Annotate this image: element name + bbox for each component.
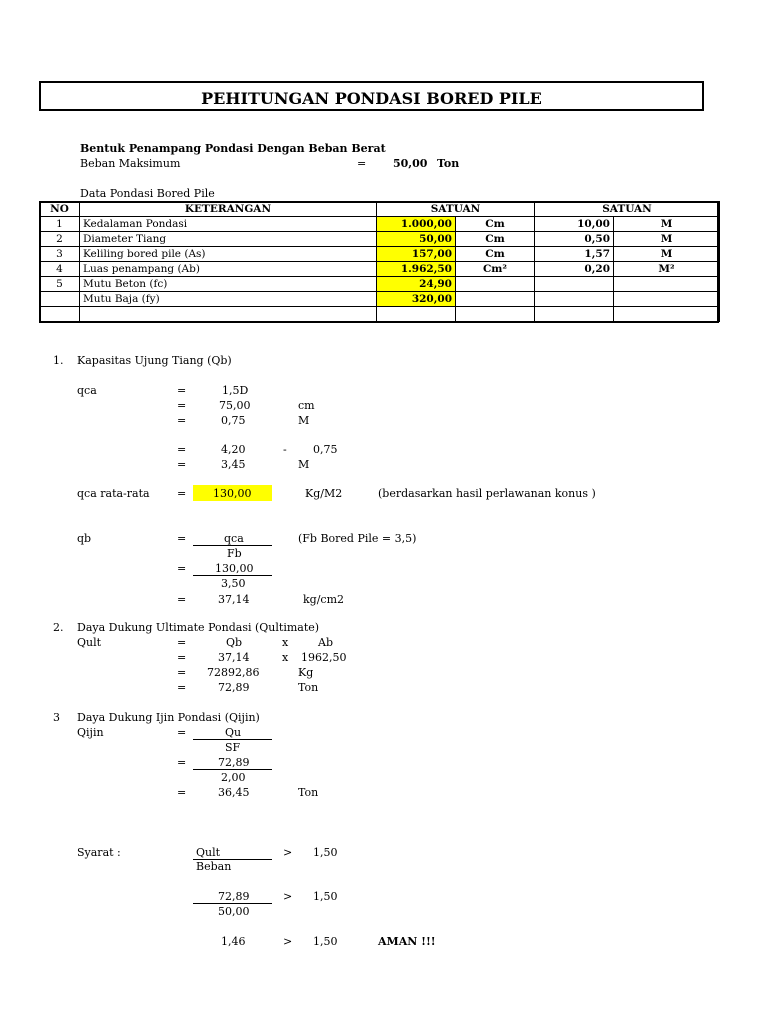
qijin-result: 36,45 — [218, 786, 250, 799]
syarat-label: Syarat : — [77, 846, 121, 859]
depth-result-unit: M — [298, 458, 310, 471]
fraction-denominator: SF — [225, 741, 241, 754]
cell-value-m: 10,00 — [535, 217, 614, 232]
qca-value-m: 0,75 — [221, 414, 246, 427]
cell-unit-cm: Cm — [456, 247, 535, 262]
qult-term-b: Ab — [318, 636, 333, 649]
section-3-number: 3 — [53, 711, 60, 724]
qult-result-kg: 72892,86 — [207, 666, 260, 679]
table-row — [40, 277, 720, 292]
qca-rata-value: 130,00 — [213, 487, 252, 500]
cell-keterangan: Mutu Baja (fy) — [80, 292, 377, 307]
fraction-numerator: 72,89 — [218, 756, 250, 769]
aman-status: AMAN !!! — [378, 935, 436, 948]
beban-eq: = — [357, 157, 367, 170]
cell-value-m — [535, 277, 614, 292]
qult-term-a: Qb — [226, 636, 243, 649]
table-row — [40, 262, 720, 277]
qca-label: qca — [77, 384, 97, 397]
safety-factor: 1,50 — [313, 935, 338, 948]
cell-unit-m: M² — [614, 262, 720, 277]
cell-unit-cm — [456, 307, 535, 322]
equals: = — [177, 726, 187, 739]
fraction-line — [193, 769, 272, 770]
cell-unit-cm: Cm² — [456, 262, 535, 277]
table-row — [40, 247, 720, 262]
cell-unit-cm — [456, 292, 535, 307]
equals: = — [177, 786, 187, 799]
cell-unit-cm: Cm — [456, 217, 535, 232]
cell-value-cm: 1.000,00 — [377, 217, 456, 232]
fraction-denominator: Beban — [196, 860, 232, 873]
fraction-numerator: Qu — [225, 726, 242, 739]
greater-than-sign: > — [283, 846, 293, 859]
qb-result: 37,14 — [218, 593, 250, 606]
header-keterangan: KETERANGAN — [80, 202, 377, 217]
cell-no: 5 — [40, 277, 80, 292]
equals: = — [177, 443, 187, 456]
equals: = — [177, 562, 187, 575]
equals: = — [177, 458, 187, 471]
qca-unit-m: M — [298, 414, 310, 427]
beban-unit: Ton — [437, 157, 460, 170]
depth-result: 3,45 — [221, 458, 246, 471]
cell-unit-m — [614, 277, 720, 292]
equals: = — [177, 532, 187, 545]
cell-unit-cm — [456, 277, 535, 292]
section-2-title: Daya Dukung Ultimate Pondasi (Qultimate) — [77, 621, 320, 634]
header-satuan-2: SATUAN — [535, 202, 720, 217]
data-table — [39, 201, 720, 322]
fraction-numerator: Qult — [196, 846, 221, 859]
equals: = — [177, 636, 187, 649]
qca-value-cm: 75,00 — [219, 399, 251, 412]
equals: = — [177, 399, 187, 412]
minus-sign: - — [283, 443, 287, 456]
table-row — [40, 307, 720, 322]
fraction-line — [193, 739, 272, 740]
beban-label: Beban Maksimum — [80, 157, 181, 170]
section-3-title: Daya Dukung Ijin Pondasi (Qijin) — [77, 711, 260, 724]
qca-unit-cm: cm — [298, 399, 315, 412]
qult-value-a: 37,14 — [218, 651, 250, 664]
table-row — [40, 217, 720, 232]
qult-unit-kg: Kg — [298, 666, 314, 679]
equals: = — [177, 384, 187, 397]
cell-value-m: 1,57 — [535, 247, 614, 262]
cell-value-cm: 50,00 — [377, 232, 456, 247]
cell-unit-m: M — [614, 217, 720, 232]
qb-result-unit: kg/cm2 — [303, 593, 345, 606]
cell-keterangan — [80, 307, 377, 322]
cell-keterangan: Kedalaman Pondasi — [80, 217, 377, 232]
cell-unit-m: M — [614, 232, 720, 247]
cell-no: 4 — [40, 262, 80, 277]
table-header-row — [40, 202, 720, 217]
cell-value-cm: 1.962,50 — [377, 262, 456, 277]
cell-no: 2 — [40, 232, 80, 247]
equals: = — [177, 756, 187, 769]
qijin-label: Qijin — [77, 726, 104, 739]
cell-keterangan: Keliling bored pile (As) — [80, 247, 377, 262]
page-title: PEHITUNGAN PONDASI BORED PILE — [201, 89, 542, 108]
fraction-line — [193, 545, 272, 546]
cell-unit-m: M — [614, 247, 720, 262]
fb-note: (Fb Bored Pile = 3,5) — [298, 532, 417, 545]
fraction-denominator: 3,50 — [221, 577, 246, 590]
section-1-title: Kapasitas Ujung Tiang (Qb) — [77, 354, 232, 367]
beban-value: 50,00 — [393, 157, 428, 170]
qca-rata-note: (berdasarkan hasil perlawanan konus ) — [378, 487, 596, 500]
equals: = — [177, 666, 187, 679]
equals: = — [177, 487, 187, 500]
qca-rata-label: qca rata-rata — [77, 487, 150, 500]
times-sign: x — [282, 636, 289, 649]
qult-value-b: 1962,50 — [301, 651, 347, 664]
cell-value-m: 0,50 — [535, 232, 614, 247]
cell-keterangan: Luas penampang (Ab) — [80, 262, 377, 277]
safety-factor: 1,50 — [313, 890, 338, 903]
table-row — [40, 232, 720, 247]
cell-value-m: 0,20 — [535, 262, 614, 277]
fraction-numerator: qca — [224, 532, 244, 545]
cell-unit-m — [614, 307, 720, 322]
fraction-denominator: 50,00 — [218, 905, 250, 918]
qult-label: Qult — [77, 636, 102, 649]
cell-value-cm: 157,00 — [377, 247, 456, 262]
qca-expr: 1,5D — [222, 384, 249, 397]
qult-unit-ton: Ton — [298, 681, 319, 694]
fraction-line — [193, 575, 272, 576]
safety-factor: 1,50 — [313, 846, 338, 859]
equals: = — [177, 593, 187, 606]
header-satuan-1: SATUAN — [377, 202, 535, 217]
qb-label: qb — [77, 532, 92, 545]
greater-than-sign: > — [283, 935, 293, 948]
qca-rata-unit: Kg/M2 — [305, 487, 343, 500]
qult-result-ton: 72,89 — [218, 681, 250, 694]
cell-unit-m — [614, 292, 720, 307]
header-no: NO — [40, 202, 80, 217]
equals: = — [177, 414, 187, 427]
cell-no — [40, 307, 80, 322]
section-2-number: 2. — [53, 621, 64, 634]
fraction-denominator: 2,00 — [221, 771, 246, 784]
section-1-number: 1. — [53, 354, 64, 367]
cell-no: 3 — [40, 247, 80, 262]
fraction-numerator: 72,89 — [218, 890, 250, 903]
times-sign: x — [282, 651, 289, 664]
fraction-denominator: Fb — [227, 547, 242, 560]
equals: = — [177, 681, 187, 694]
greater-than-sign: > — [283, 890, 293, 903]
intro-heading: Bentuk Penampang Pondasi Dengan Beban Berat — [80, 142, 386, 155]
table-row — [40, 292, 720, 307]
title-box — [39, 81, 704, 111]
cell-no — [40, 292, 80, 307]
fraction-numerator: 130,00 — [215, 562, 254, 575]
cell-no: 1 — [40, 217, 80, 232]
cell-value-cm — [377, 307, 456, 322]
qijin-result-unit: Ton — [298, 786, 319, 799]
cell-unit-cm: Cm — [456, 232, 535, 247]
cell-keterangan: Mutu Beton (fc) — [80, 277, 377, 292]
data-label: Data Pondasi Bored Pile — [80, 187, 215, 200]
fraction-line — [193, 903, 272, 904]
cell-value-m — [535, 307, 614, 322]
cell-value-cm: 320,00 — [377, 292, 456, 307]
cell-value-m — [535, 292, 614, 307]
cell-value-cm: 24,90 — [377, 277, 456, 292]
equals: = — [177, 651, 187, 664]
ratio-result: 1,46 — [221, 935, 246, 948]
depth-value: 4,20 — [221, 443, 246, 456]
subtract-value: 0,75 — [313, 443, 338, 456]
cell-keterangan: Diameter Tiang — [80, 232, 377, 247]
